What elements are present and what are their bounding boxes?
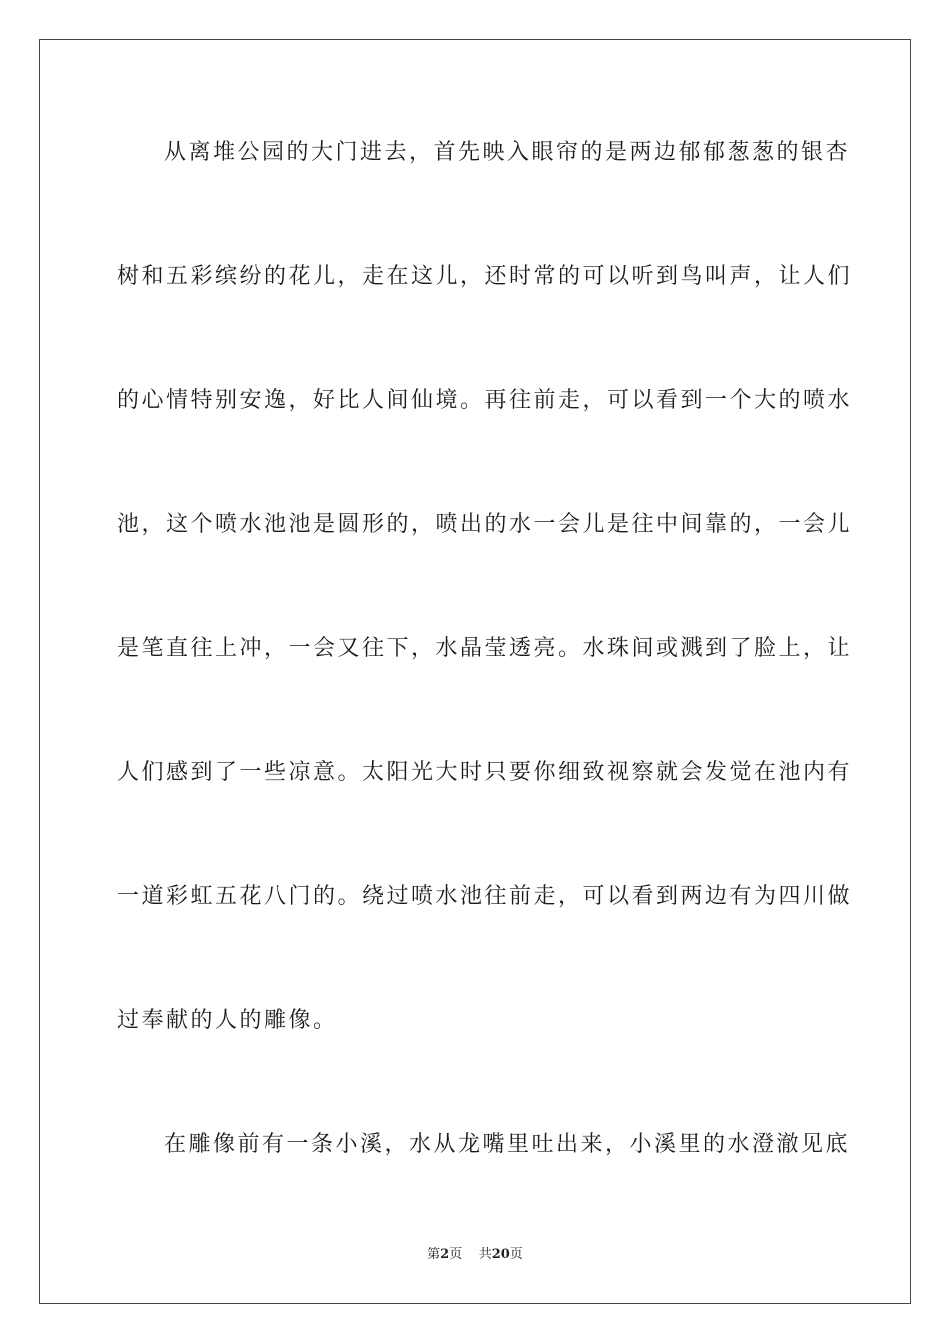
page-prefix: 第	[427, 1247, 441, 1262]
paragraph-1-line-8: 过奉献的人的雕像。	[117, 1008, 338, 1033]
paragraph-1-line-3: 的心情特别安逸，好比人间仙境。再往前走，可以看到一个大的喷水	[117, 388, 853, 413]
paragraph-1-line-7: 一道彩虹五花八门的。绕过喷水池往前走，可以看到两边有为四川做	[117, 884, 853, 909]
page-footer	[0, 1246, 950, 1264]
paragraph-2-line-1: 在雕像前有一条小溪，水从龙嘴里吐出来，小溪里的水澄澈见底	[164, 1132, 851, 1157]
page-total: 20	[491, 1247, 510, 1262]
paragraph-1-line-2: 树和五彩缤纷的花儿，走在这儿，还时常的可以听到鸟叫声，让人们	[117, 264, 853, 289]
paragraph-1-line-5: 是笔直往上冲，一会又往下，水晶莹透亮。水珠间或溅到了脸上，让	[117, 636, 853, 661]
total-suffix: 页	[509, 1247, 523, 1262]
paragraph-1-line-4: 池，这个喷水池池是圆形的，喷出的水一会儿是往中间靠的，一会儿	[117, 512, 853, 537]
page-current: 2	[440, 1247, 450, 1262]
paragraph-1-line-1: 从离堆公园的大门进去，首先映入眼帘的是两边郁郁葱葱的银杏	[164, 140, 851, 165]
page-border	[39, 39, 911, 1304]
paragraph-1-line-6: 人们感到了一些凉意。太阳光大时只要你细致视察就会发觉在池内有	[117, 760, 853, 785]
page-suffix: 页	[449, 1247, 463, 1262]
total-prefix: 共	[478, 1247, 492, 1262]
